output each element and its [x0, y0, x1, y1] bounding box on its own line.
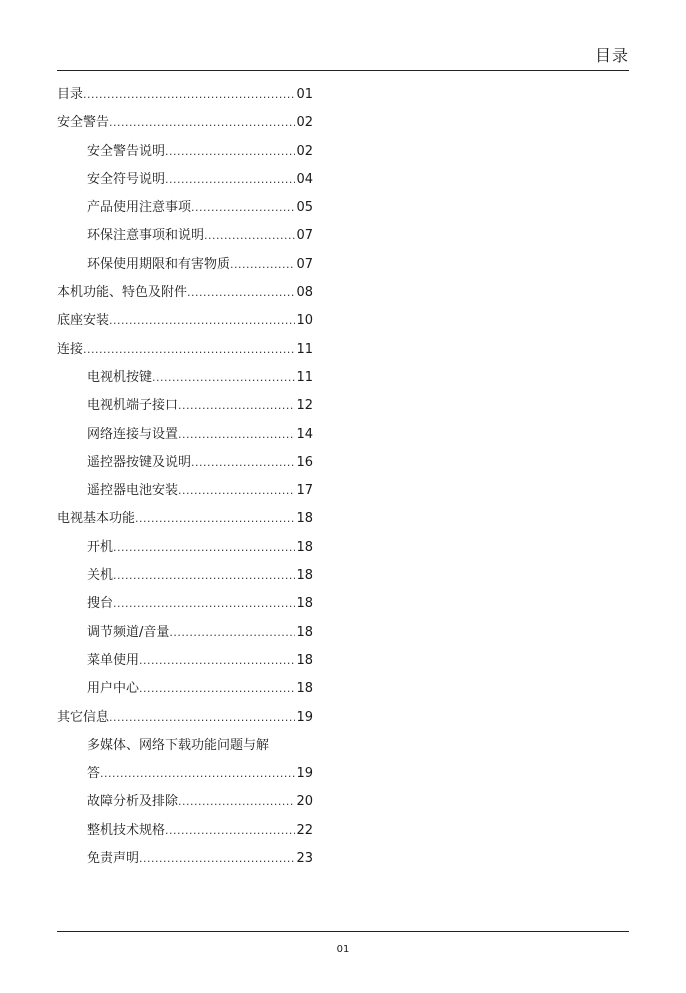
- toc-dot-leader: [191, 452, 295, 474]
- toc-dot-leader: [109, 707, 295, 729]
- toc-entry-page: 01: [296, 87, 313, 102]
- toc-entry[interactable]: [57, 141, 313, 169]
- toc-dot-leader: [187, 282, 295, 304]
- toc-dot-leader: [139, 848, 295, 870]
- toc-entry-label: 安全警告: [57, 115, 110, 131]
- toc-entry-label: 菜单使用: [87, 652, 140, 668]
- toc-dot-leader: [178, 424, 295, 446]
- toc-entry-label: 遥控器按键及说明: [87, 454, 192, 470]
- toc-dot-leader: [113, 537, 295, 559]
- page-footer: [57, 931, 629, 955]
- toc-entry[interactable]: [57, 197, 313, 225]
- toc-entry-page: 18: [296, 652, 313, 668]
- toc-entry-label: 环保注意事项和说明: [87, 228, 205, 244]
- toc-dot-leader: [113, 593, 295, 615]
- toc-entry-label: 连接: [57, 341, 84, 357]
- toc-entry-label: 本机功能、特色及附件: [57, 285, 188, 301]
- toc-entry[interactable]: [57, 367, 313, 395]
- toc-dot-leader: [191, 197, 295, 219]
- toc-dot-leader: [178, 395, 295, 417]
- toc-entry-page: 19: [296, 766, 313, 782]
- toc-entry-label: 调节频道/音量: [87, 624, 170, 640]
- toc-dot-leader: [230, 254, 295, 276]
- toc-entry-page: 18: [296, 681, 313, 697]
- table-of-contents: [57, 84, 313, 876]
- toc-dot-leader: [165, 169, 295, 191]
- toc-entry[interactable]: [57, 565, 313, 593]
- toc-entry-label: 遥控器电池安装: [87, 483, 179, 499]
- toc-entry-label: 电视基本功能: [57, 511, 136, 527]
- toc-entry[interactable]: [57, 707, 313, 735]
- toc-entry-page: 02: [296, 115, 313, 131]
- toc-entry-page: 11: [296, 341, 313, 357]
- toc-entry-label: 安全警告说明: [87, 143, 166, 159]
- toc-entry-page: 10: [296, 313, 313, 329]
- toc-entry-page: 20: [296, 794, 313, 810]
- toc-dot-leader: [204, 225, 295, 247]
- toc-dot-leader: [165, 820, 295, 842]
- toc-entry-page: 14: [296, 426, 313, 442]
- toc-entry-page: 19: [296, 709, 313, 725]
- toc-entry[interactable]: [57, 339, 313, 367]
- toc-entry-label: 搜台: [87, 596, 114, 612]
- footer-page-number: 01: [336, 944, 350, 955]
- toc-dot-leader: [83, 84, 295, 106]
- toc-entry-page: 18: [296, 624, 313, 640]
- toc-entry-page: 12: [296, 398, 313, 414]
- toc-dot-leader: [139, 678, 295, 700]
- toc-entry-label: 电视机按键: [87, 369, 153, 385]
- toc-entry[interactable]: [57, 254, 313, 282]
- toc-entry[interactable]: [57, 112, 313, 140]
- toc-entry[interactable]: [57, 678, 313, 706]
- toc-entry[interactable]: [57, 310, 313, 338]
- toc-entry[interactable]: [57, 650, 313, 678]
- toc-entry-label: 其它信息: [57, 709, 110, 725]
- toc-entry-label: 底座安装: [57, 313, 110, 329]
- toc-dot-leader: [139, 650, 295, 672]
- toc-dot-leader: [109, 112, 295, 134]
- toc-entry-page: 11: [296, 369, 313, 385]
- toc-entry[interactable]: [57, 848, 313, 876]
- toc-entry[interactable]: [57, 395, 313, 423]
- toc-entry[interactable]: [57, 735, 313, 763]
- toc-entry-page: 18: [296, 596, 313, 612]
- toc-entry-label: 免责声明: [87, 851, 140, 867]
- toc-entry-label: 环保使用期限和有害物质: [87, 256, 231, 272]
- toc-dot-leader: [169, 622, 295, 644]
- toc-entry[interactable]: [57, 622, 313, 650]
- toc-entry[interactable]: [57, 820, 313, 848]
- toc-entry[interactable]: [57, 452, 313, 480]
- toc-entry[interactable]: [57, 537, 313, 565]
- toc-dot-leader: [165, 141, 295, 163]
- toc-dot-leader: [152, 367, 295, 389]
- toc-dot-leader: [178, 480, 295, 502]
- toc-entry-page: 08: [296, 285, 313, 301]
- toc-dot-leader: [135, 508, 295, 530]
- toc-entry-page: 07: [296, 228, 313, 244]
- toc-entry-label: 安全符号说明: [87, 171, 166, 187]
- toc-entry[interactable]: [57, 225, 313, 253]
- toc-entry-page: 17: [296, 483, 313, 499]
- toc-dot-leader: [109, 310, 295, 332]
- toc-entry-label: 电视机端子接口: [87, 398, 179, 414]
- toc-dot-leader: [100, 763, 295, 785]
- toc-dot-leader: [113, 565, 295, 587]
- toc-entry-label: 开机: [87, 539, 114, 555]
- toc-entry-label: 产品使用注意事项: [87, 200, 192, 216]
- toc-entry[interactable]: [57, 508, 313, 536]
- toc-entry[interactable]: [57, 169, 313, 197]
- toc-entry-page: 02: [296, 143, 313, 159]
- page-title: 目录: [594, 46, 629, 65]
- toc-entry[interactable]: [57, 282, 313, 310]
- toc-entry-page: 18: [296, 568, 313, 584]
- toc-entry-page: 05: [296, 200, 313, 216]
- toc-entry-page: 22: [296, 822, 313, 838]
- toc-entry-page: 18: [296, 539, 313, 555]
- toc-entry-page: 07: [296, 256, 313, 272]
- toc-entry-label: 整机技术规格: [87, 822, 166, 838]
- toc-entry-page: 04: [296, 171, 313, 187]
- toc-dot-leader: [83, 339, 295, 361]
- toc-entry-page: 16: [296, 454, 313, 470]
- toc-entry-page: 23: [296, 851, 313, 867]
- toc-entry-page: 18: [296, 511, 313, 527]
- toc-entry-label: 关机: [87, 568, 114, 584]
- toc-dot-leader: [178, 791, 295, 813]
- toc-entry[interactable]: [57, 763, 313, 791]
- toc-entry-label: 目录: [57, 87, 84, 102]
- toc-entry-label: 答: [87, 766, 101, 782]
- toc-entry[interactable]: [57, 593, 313, 621]
- toc-entry-label: 故障分析及排除: [87, 794, 179, 810]
- toc-entry[interactable]: [57, 791, 313, 819]
- toc-entry[interactable]: [57, 84, 313, 112]
- toc-entry-label: 用户中心: [87, 681, 140, 697]
- toc-entry-label: 多媒体、网络下载功能问题与解: [87, 737, 270, 753]
- toc-entry[interactable]: [57, 480, 313, 508]
- toc-entry-label: 网络连接与设置: [87, 426, 179, 442]
- page-header: [57, 40, 629, 71]
- toc-entry[interactable]: [57, 424, 313, 452]
